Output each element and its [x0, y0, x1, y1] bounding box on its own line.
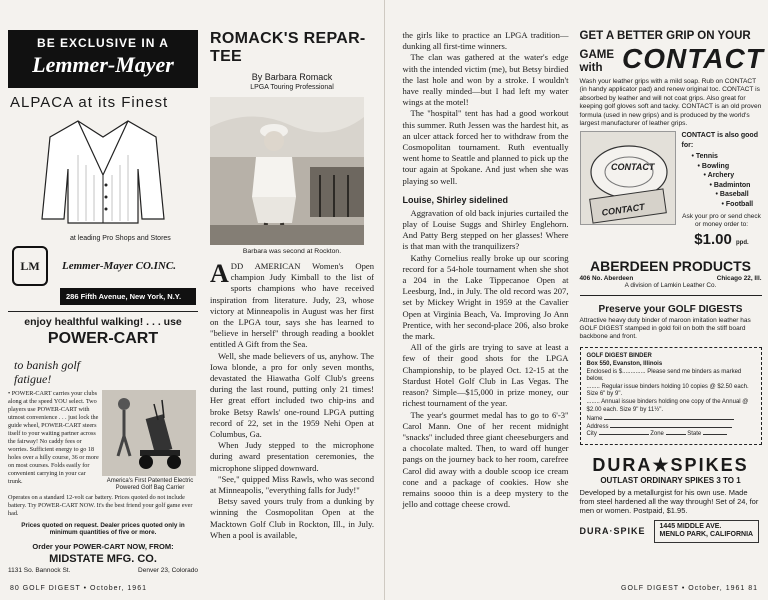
- slogan-line-1: to banish golf: [14, 358, 81, 372]
- list-item: • Tennis: [691, 153, 718, 161]
- contact-tin-image: [580, 131, 676, 225]
- state-label: State: [687, 431, 702, 438]
- article-paragraph: "See," quipped Miss Rawls, who was second at Minneapolis, "everything falls for Judy!": [210, 473, 374, 496]
- article-paragraph: The clan was gathered at the water's edge with the intended victim (me), but Betsy birdied the last hole and won by a stroke. I wouldn't have really minded—but I had left my water wings at the motel!: [402, 52, 569, 108]
- contact-head-with: with: [579, 62, 603, 74]
- contact-uses-box: [682, 131, 762, 248]
- powercart-image-block: [102, 390, 198, 492]
- lemmer-mayer-banner: [8, 30, 198, 88]
- dura-address-2: MENLO PARK, CALIFORNIA: [659, 531, 754, 539]
- powercart-operates: Operates on a standard 12-volt car battery. Prices quoted do not include battery. Try POWER-CART NOW. It's the best friend your golf game ever had.: [8, 494, 193, 517]
- alpaca-tagline: ALPACA at its Finest: [10, 94, 169, 111]
- lemmer-mayer-logo: Lemmer-Mayer: [32, 52, 174, 77]
- article-paragraph: All of the girls are trying to save at least a few of their good shots for the LPGA Championship, to be played Oct. 12-15 at the Stardust Hotel Golf Club in Las Vegas. The reason? Simple—$15,000 in prize money, our richest tournament of the year.: [402, 342, 569, 409]
- left-article-column: [210, 30, 374, 541]
- powercart-order: Order your POWER-CART NOW, FROM:: [32, 542, 174, 551]
- powercart-brand: POWER-CART: [47, 330, 159, 347]
- divider: [580, 295, 762, 296]
- dura-address-1: 1445 MIDDLE AVE.: [659, 522, 722, 530]
- article-title: ROMACK'S REPAR-TEE: [210, 30, 366, 65]
- dura-sub: OUTLAST ORDINARY SPIKES 3 TO 1: [600, 475, 741, 485]
- name-label: Name: [586, 416, 603, 423]
- right-page: [385, 0, 768, 600]
- article-subhead: Louise, Shirley sidelined: [402, 194, 509, 205]
- name-field[interactable]: [604, 419, 734, 420]
- article-paragraph: Kathy Cornelius really broke up our scoring record for a 54-hole tournament when she shot a 204 in the Lake Tippecanoe Open at Leesburg, Ind., in July. The old record was 207, set by Mickey Wright in 1959 at the Cavalier Open at Virginia Beach, Va. Improving Jo Ann Prentice, with her second-place 206, also broke the mark.: [402, 252, 569, 342]
- coupon-option-annual: ........ Annual issue binders holding one copy of the Annual @ $2.00 each. Size 9" by 11½".: [586, 399, 749, 413]
- article-photo: [210, 97, 364, 245]
- aberdeen-company: ABERDEEN PRODUCTS: [589, 258, 751, 275]
- article-byline: By Barbara Romack: [251, 72, 333, 82]
- midstate-street: 1131 So. Bannock St.: [8, 567, 71, 574]
- powercart-description: • POWER-CART carries your clubs along at the speed YOU select. Two players use POWER-CART with utmost convenience . . . just lock the guide wheel, POWER-CART steers itself to your waiting partner across the fairway! No caddy fees or worries. Sufficient energy to go 18 holes over a hilly course, 36 or more on most courses. Folds easily for convenient carrying in your car trunk.: [8, 390, 99, 485]
- dura-footer: [580, 520, 762, 543]
- address-field[interactable]: [610, 427, 732, 428]
- midstate-city: Denver 23, Colorado: [138, 567, 198, 574]
- contact-product-row: [580, 131, 762, 248]
- city-label: City: [586, 431, 597, 438]
- article-paragraph-text: DD AMERICAN Women's Open champion Judy Kimball to the list of sports champions who have received inspiration from literature. Judy, 23, whose victory at Minneapolis in August was her first on the LPGA tour, says she has learned to "believe in herself" through reading a booklet entitled A Gift from the Sea.: [210, 261, 374, 350]
- contact-body: Wash your leather grips with a mild soap. Rub on CONTACT (in handy applicator pad) and renew original toc. CONTACT is absorbed by leather and will not coat grips. Also great for keeping golf gloves soft and tacky. CONTACT is an old proven formula (used in new grips) and is produced by the world's largest manufacturer of leather grips.: [579, 78, 762, 128]
- right-page-folio: GOLF DIGEST • October, 1961 81: [621, 585, 758, 592]
- binder-title: Preserve your GOLF DIGESTS: [598, 304, 743, 316]
- aberdeen-street: 406 No. Aberdeen: [579, 275, 634, 283]
- coupon-address: Box 550, Evanston, Illinois: [586, 361, 663, 368]
- dura-brand: DURA★SPIKES: [592, 454, 749, 475]
- left-page-folio: 80 GOLF DIGEST • October, 1961: [10, 585, 147, 592]
- lm-badge-icon: LM: [12, 246, 48, 286]
- dura-body: Developed by a metallurgist for his own use. Made from steel hardened all the way through! Set of 24, for men or women. Postpaid, $1.95.: [579, 487, 759, 515]
- golf-cart-icon: [102, 390, 196, 476]
- midstate-address: [8, 567, 198, 574]
- coupon-title: GOLF DIGEST BINDER: [586, 353, 652, 360]
- list-item: • Football: [721, 200, 754, 208]
- left-ad-column: [8, 30, 198, 574]
- list-item: • Badminton: [709, 181, 751, 189]
- coupon-option-regular: ........ Regular issue binders holding 10 copies @ $2.50 each. Size 6" by 9".: [586, 383, 749, 398]
- price-suffix: ppd.: [736, 240, 749, 247]
- list-item: • Baseball: [715, 191, 749, 199]
- article-paragraph: the girls like to practice an LPGA tradition—dunking all first-time winners.: [402, 30, 569, 52]
- state-field[interactable]: [703, 434, 727, 435]
- article-paragraph: [210, 261, 374, 351]
- powercart-enjoy: enjoy healthful walking! . . . use: [24, 316, 182, 328]
- lemmer-footer: [8, 246, 198, 286]
- price-value: $1.00: [694, 231, 732, 249]
- drop-cap: A: [210, 259, 229, 288]
- svg-text:CONTACT: CONTACT: [610, 162, 654, 173]
- article-paragraph: Well, she made believers of us, anyhow. The Iowa blonde, a pro for only seven months, devastated the Hiawatha Golf Club's greens during the last round, putting only 21 times! Her great effort included two chip-ins and broke Betsy Rawls' one-round LPGA putting record of 22, set in the 1959 Nehi Open at Columbus, Ga.: [210, 350, 374, 440]
- contact-uses-list: [682, 152, 762, 209]
- powercart-prices: Prices quoted on request. Dealer prices quoted only in minimum quantities of five or more.: [21, 522, 185, 536]
- article-body-right: [403, 30, 569, 510]
- dura-logo: DURA·SPIKE: [579, 526, 646, 537]
- zone-label: Zone: [650, 431, 664, 438]
- pro-shops-text: at leading Pro Shops and Stores: [70, 235, 171, 242]
- right-article-column: [403, 30, 569, 510]
- contact-head-line-1: GET A BETTER GRIP ON YOUR: [579, 30, 751, 42]
- article-paragraph: When Judy stepped to the microphone during award presentation ceremonies, the microphone slipped downward.: [210, 440, 374, 473]
- right-ad-column: [580, 30, 762, 543]
- coupon-enclosed: Enclosed is $.............. Please send me binders as marked below.: [586, 368, 742, 383]
- sweater-illustration: [38, 115, 168, 227]
- lemmer-company-name: Lemmer-Mayer CO.INC.: [62, 260, 176, 272]
- svg-text:CONTACT: CONTACT: [600, 202, 645, 219]
- slogan-line-2: fatigue!: [14, 372, 52, 386]
- divider: [8, 311, 198, 312]
- powercart-slogan: [14, 358, 198, 386]
- address-label: Address: [586, 423, 609, 430]
- contact-tin-icon: [581, 132, 675, 224]
- powercart-body: [8, 390, 198, 492]
- contact-head-game: GAME: [579, 49, 614, 61]
- contact-ask: Ask your pro or send check or money order to:: [682, 213, 761, 229]
- article-paragraph: The year's gourmet medal has to go to 6'-3" Carol Mann. One of her recent midnight "snacks" included three giant cheeseburgers and a chocolate malted. Then, to ward off hunger pangs on the journey back to her room, carefree Carol did away with a double scoop ice cream cone and a package of cookies. How she remains soooo thin is a deep mystery to the jello and cottage cheese crowd.: [402, 409, 569, 510]
- banner-top-text: BE EXCLUSIVE IN A: [37, 36, 169, 50]
- coupon-name-row: [587, 416, 755, 424]
- list-item: • Bowling: [697, 162, 730, 170]
- contact-brand: CONTACT: [622, 43, 764, 74]
- contact-head-line-2: [580, 49, 615, 75]
- binder-body: Attractive heavy duty binder of maroon imitation leather has GOLF DIGEST stamped in gold foil on both the stiff board backbone and front.: [579, 317, 751, 341]
- article-body-left: [210, 261, 374, 541]
- zone-field[interactable]: [666, 434, 686, 435]
- lemmer-address: 286 Fifth Avenue, New York, N.Y.: [60, 288, 196, 305]
- golfer-photo-icon: [210, 97, 364, 245]
- midstate-company: MIDSTATE MFG. CO.: [49, 553, 157, 565]
- article-paragraph: Betsy saved yours truly from a dunking by winning the Cosmopolitan Open at the Macktown Golf Club in Rockton, Ill., in July. When a pool is available,: [210, 496, 374, 540]
- aberdeen-address: [580, 275, 762, 282]
- coupon-city-row: [587, 431, 755, 439]
- powercart-photo: [102, 390, 196, 476]
- aberdeen-division: A division of Lamkin Leather Co.: [624, 282, 717, 290]
- list-item: • Archery: [703, 172, 735, 180]
- article-photo-caption: Barbara was second at Rockton.: [242, 248, 342, 255]
- contact-price: [682, 231, 762, 248]
- contact-headline: [580, 30, 762, 75]
- binder-coupon: [580, 347, 762, 445]
- article-paragraph: Aggravation of old back injuries curtailed the play of Louise Suggs and Shirley Englehorn. And Patty Berg stepped on her glasses! Where is that man with the tranquilizers?: [402, 207, 569, 252]
- powercart-image-caption: America's First Patented Electric Powered Golf Bag Carrier: [106, 478, 194, 491]
- city-field[interactable]: [599, 434, 649, 435]
- contact-also-good: CONTACT is also good for:: [681, 132, 758, 149]
- aberdeen-city: Chicago 22, Ill.: [716, 275, 762, 283]
- article-paragraph: The "hospital" tent has had a good workout this summer. Ruth Jessen was the hardest hit, as an ulcer attack forced her to withdraw from the Cosmopolitan tournament. Ruth eventually went home to Seattle and planned to pick up the tour again at Spokane. And just when she was playing so well.: [402, 108, 569, 186]
- coupon-address-row: [587, 424, 755, 432]
- article-byline-role: LPGA Touring Professional: [250, 84, 334, 91]
- dura-address: [654, 520, 760, 543]
